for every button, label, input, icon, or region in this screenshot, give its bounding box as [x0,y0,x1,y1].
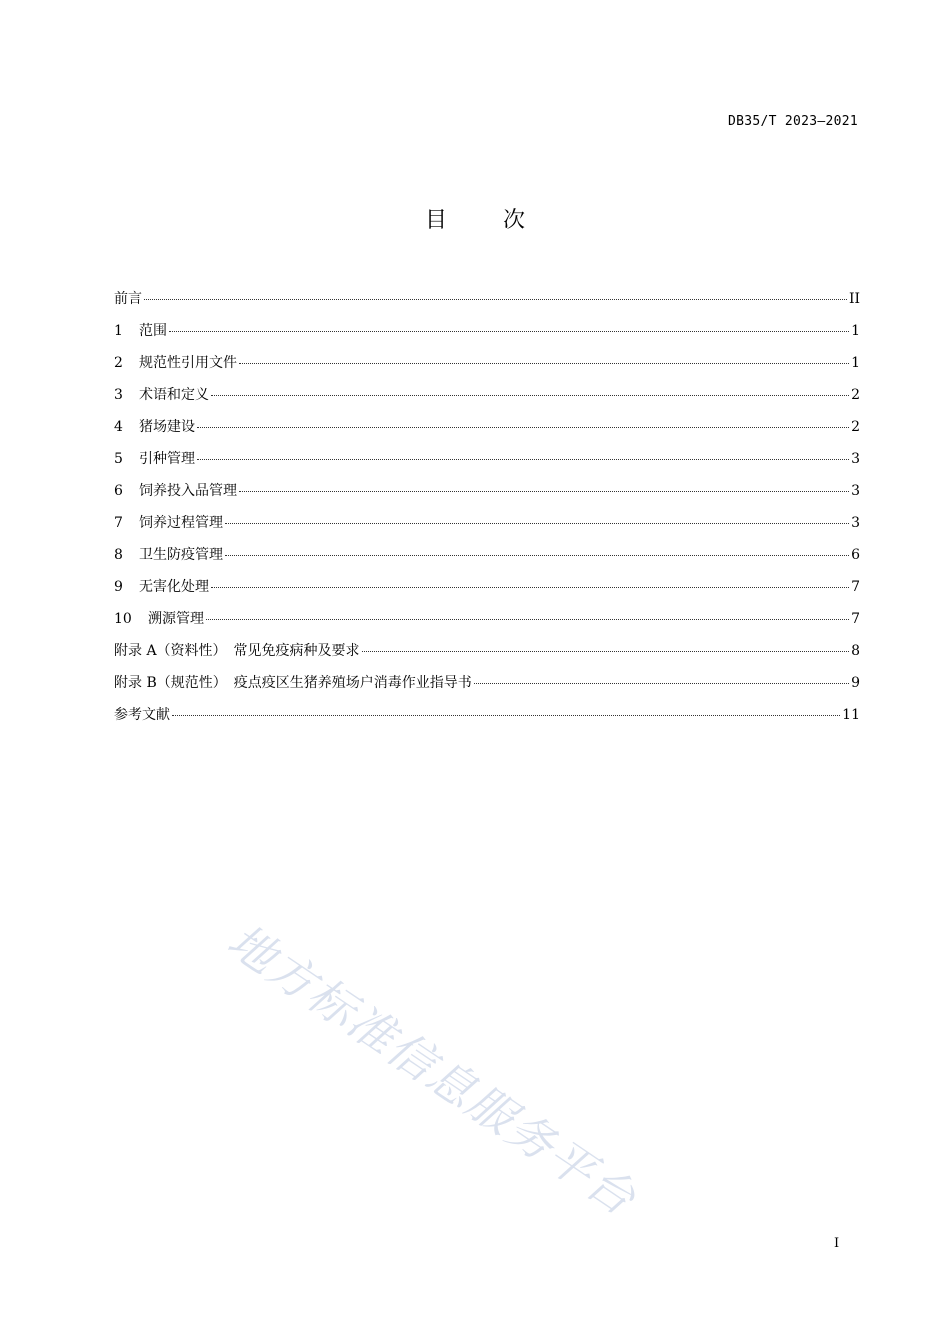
page-number: I [834,1236,840,1251]
toc-entry-6[interactable] [114,478,860,510]
toc-page-number: 2 [851,387,860,403]
toc-leader-dots [239,363,849,364]
toc-section-number: 2 [114,355,123,371]
toc-section-number: 10 [114,611,132,627]
toc-entry-8[interactable] [114,542,860,574]
toc-entry-4[interactable] [114,414,860,446]
toc-leader-dots [144,299,847,300]
toc-label: 前言 [114,291,142,307]
toc-leader-dots [172,715,840,716]
toc-section-number: 1 [114,323,123,339]
toc-page-number: II [848,291,860,307]
table-of-contents [114,286,860,734]
toc-entry-1[interactable] [114,318,860,350]
toc-section-number: 4 [114,419,123,435]
toc-page-number: 9 [851,675,860,691]
watermark-text: 地方标准信息服务平台 [218,913,647,1227]
toc-entry-5[interactable] [114,446,860,478]
toc-entry-2[interactable] [114,350,860,382]
toc-label: 卫生防疫管理 [139,547,223,563]
toc-section-number: 6 [114,483,123,499]
toc-label: 参考文献 [114,707,170,723]
toc-page-number: 6 [851,547,860,563]
toc-entry-7[interactable] [114,510,860,542]
toc-page-number: 3 [851,451,860,467]
toc-entry-10[interactable] [114,606,860,638]
toc-section-number: 3 [114,387,123,403]
toc-entry-appendix-a[interactable] [114,638,860,670]
page-title [0,203,950,234]
toc-section-number: 8 [114,547,123,563]
toc-label: 附录 B（规范性） 疫点疫区生猪养殖场户消毒作业指导书 [114,675,472,691]
toc-leader-dots [211,587,849,588]
toc-label: 饲养过程管理 [139,515,223,531]
toc-page-number: 7 [851,611,860,627]
toc-section-number: 7 [114,515,123,531]
toc-label: 附录 A（资料性） 常见免疫病种及要求 [114,643,360,659]
toc-leader-dots [362,651,850,652]
page-title-char-2: 次 [503,208,526,233]
toc-page-number: 3 [851,483,860,499]
standard-code: DB35/T 2023—2021 [727,114,858,129]
toc-page-number: 2 [851,419,860,435]
toc-page-number: 7 [851,579,860,595]
toc-label: 规范性引用文件 [139,355,237,371]
toc-entry-bibliography[interactable] [114,702,860,734]
toc-label: 引种管理 [139,451,195,467]
toc-label: 术语和定义 [139,387,209,403]
toc-leader-dots [239,491,849,492]
toc-leader-dots [225,523,849,524]
toc-label: 无害化处理 [139,579,209,595]
toc-leader-dots [225,555,849,556]
toc-page-number: 11 [842,707,860,723]
toc-page-number: 1 [851,355,860,371]
page-title-char-1: 目 [424,208,447,233]
toc-page-number: 1 [851,323,860,339]
toc-page-number: 3 [851,515,860,531]
toc-entry-foreword[interactable] [114,286,860,318]
toc-leader-dots [206,619,849,620]
toc-label: 猪场建设 [139,419,195,435]
toc-section-number: 5 [114,451,123,467]
toc-leader-dots [197,459,849,460]
toc-entry-9[interactable] [114,574,860,606]
toc-label: 范围 [139,323,167,339]
toc-page-number: 8 [851,643,860,659]
toc-leader-dots [197,427,849,428]
toc-label: 溯源管理 [148,611,204,627]
toc-leader-dots [169,331,849,332]
toc-leader-dots [211,395,849,396]
toc-entry-3[interactable] [114,382,860,414]
toc-entry-appendix-b[interactable] [114,670,860,702]
toc-section-number: 9 [114,579,123,595]
toc-label: 饲养投入品管理 [139,483,237,499]
toc-leader-dots [474,683,849,684]
